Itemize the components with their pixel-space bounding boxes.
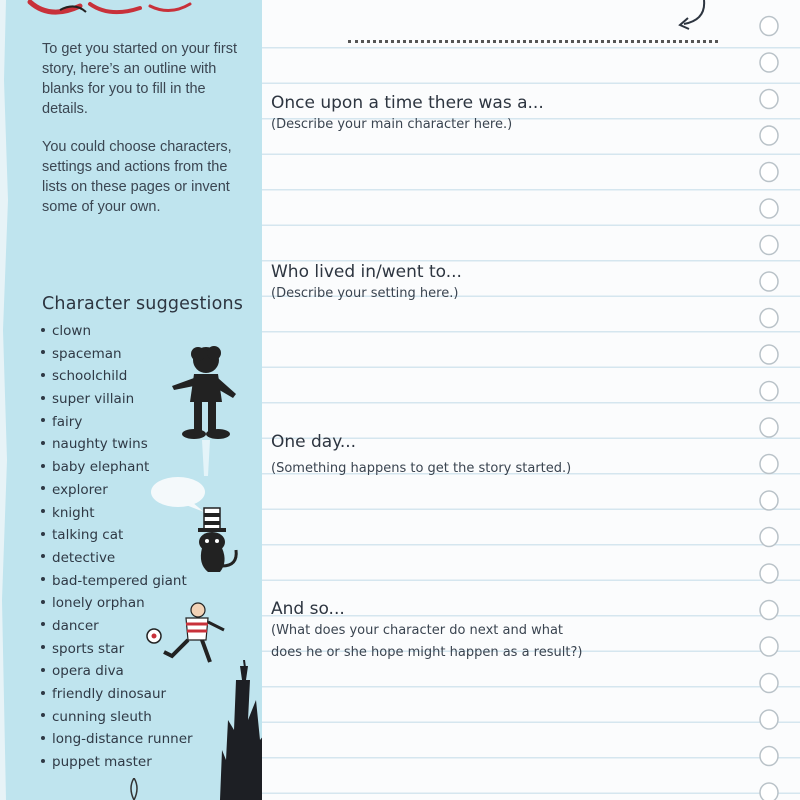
binding-hole	[760, 491, 778, 510]
intro-paragraph-2: You could choose characters, settings and actions from the lists on these pages or invent some of your own.	[42, 139, 232, 215]
binding-hole	[760, 53, 778, 72]
list-item: explorer	[40, 479, 193, 502]
list-item: naughty twins	[40, 433, 193, 456]
binding-hole	[760, 345, 778, 364]
binding-hole	[760, 418, 778, 437]
prompt-title: Who lived in/went to...	[271, 262, 462, 282]
binding-hole	[760, 528, 778, 547]
binding-hole	[760, 236, 778, 255]
binding-hole	[760, 747, 778, 766]
prompt-title: And so...	[271, 599, 345, 619]
prompt-hint: (Describe your setting here.)	[271, 286, 459, 301]
character-suggestions-heading: Character suggestions	[42, 294, 244, 314]
binding-hole	[760, 564, 778, 583]
binding-hole	[760, 272, 778, 291]
list-item: knight	[40, 502, 193, 525]
intro-paragraph-1: To get you started on your first story, here’s an outline with blanks for you to fill in the details.	[42, 41, 238, 117]
binding-hole	[760, 90, 778, 109]
list-item: sports star	[40, 638, 193, 661]
list-item: opera diva	[40, 660, 193, 683]
prompt-title: Once upon a time there was a...	[271, 93, 544, 113]
binding-hole	[760, 601, 778, 620]
list-item: puppet master	[40, 751, 193, 774]
list-item: friendly dinosaur	[40, 683, 193, 706]
binding-hole	[760, 674, 778, 693]
list-item: bad-tempered giant	[40, 570, 193, 593]
list-item: lonely orphan	[40, 592, 193, 615]
binding-hole	[760, 710, 778, 729]
list-item: fairy	[40, 411, 193, 434]
list-item: detective	[40, 547, 193, 570]
binding-hole	[760, 783, 778, 800]
list-item: spaceman	[40, 343, 193, 366]
binding-hole	[760, 17, 778, 36]
list-item: talking cat	[40, 524, 193, 547]
prompt-hint: (Describe your main character here.)	[271, 117, 513, 132]
list-item: long-distance runner	[40, 728, 193, 751]
prompt-title: One day...	[271, 432, 357, 452]
prompt-hint: (What does your character do next and what	[271, 623, 564, 638]
binding-hole	[760, 455, 778, 474]
binding-hole	[760, 199, 778, 218]
binding-hole	[760, 637, 778, 656]
list-item: dancer	[40, 615, 193, 638]
binding-hole	[760, 126, 778, 145]
binding-hole	[760, 382, 778, 401]
list-item: cunning sleuth	[40, 706, 193, 729]
list-item: schoolchild	[40, 365, 193, 388]
list-item: super villain	[40, 388, 193, 411]
binding-hole	[760, 163, 778, 182]
prompt-hint: (Something happens to get the story started.)	[271, 461, 572, 476]
binding-hole	[760, 309, 778, 328]
list-item: baby elephant	[40, 456, 193, 479]
list-item: clown	[40, 320, 193, 343]
prompt-hint-continued: does he or she hope might happen as a result?)	[271, 645, 583, 660]
